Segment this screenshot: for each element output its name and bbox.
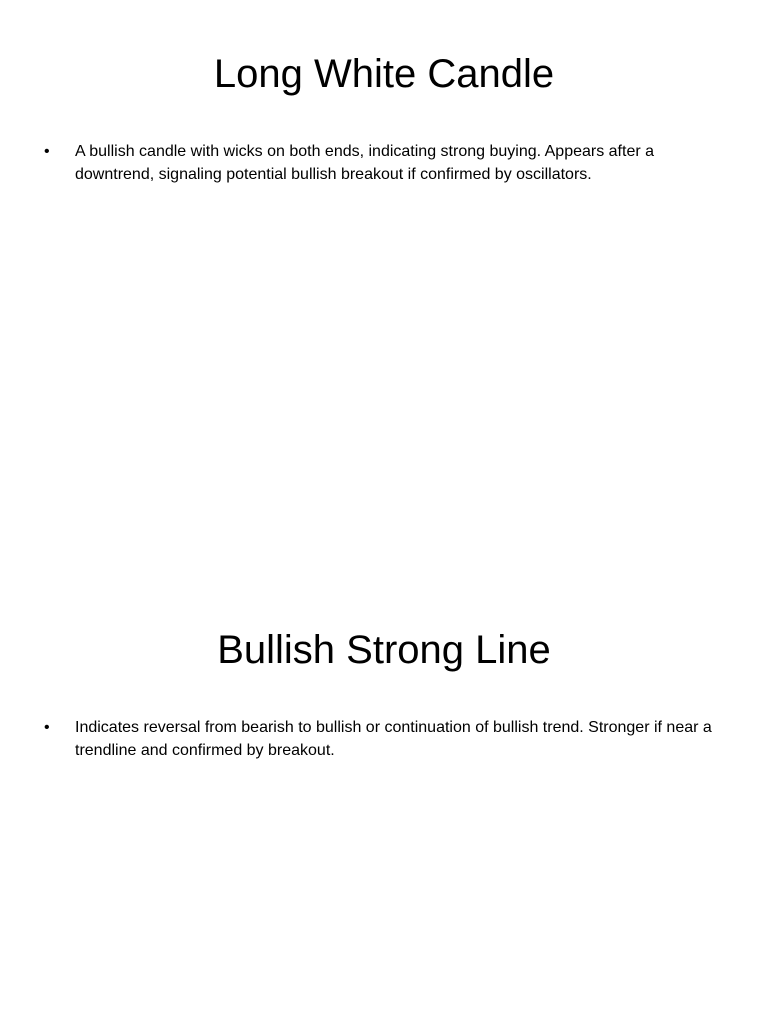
slide-bullish-strong-line xyxy=(0,576,768,1024)
bullet-icon: • xyxy=(44,143,50,160)
bullet-icon: • xyxy=(44,719,50,736)
bullet-list xyxy=(0,716,768,762)
bullet-text: A bullish candle with wicks on both ends, indicating strong buying. Appears after a downtrend, signaling potential bullish breakout if confirmed by oscillators. xyxy=(75,143,655,183)
bullet-item xyxy=(0,716,768,762)
bullet-list xyxy=(0,140,768,186)
slide-title: Bullish Strong Line xyxy=(217,628,551,672)
slide-title: Long White Candle xyxy=(213,52,555,96)
bullet-item xyxy=(0,140,768,186)
bullet-text: Indicates reversal from bearish to bullish or continuation of bullish trend. Stronger if near a trendline and confirmed by breakout. xyxy=(75,719,712,759)
